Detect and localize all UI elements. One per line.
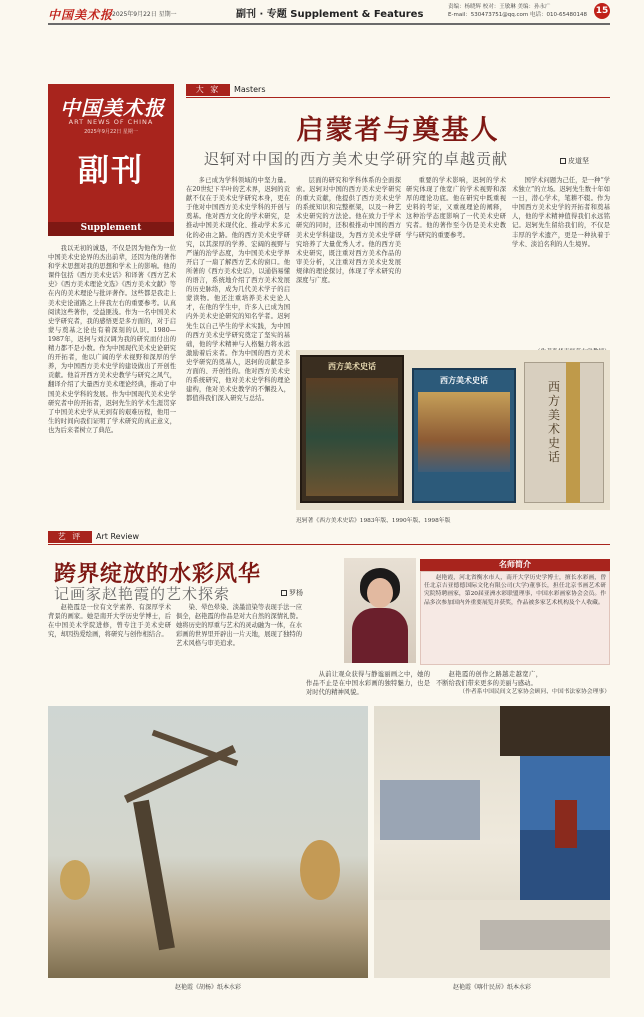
masters-subheadline: 迟轲对中国的西方美术史学研究的卓越贡献 — [203, 150, 508, 168]
page-number-badge: 15 — [594, 3, 610, 19]
painting-tree-foliage — [300, 840, 340, 900]
section-rule — [186, 97, 610, 98]
credits-contact: E-mail：530473751@qq.com 电话：010-65480148 — [448, 12, 587, 18]
masters-column-4: 国学术问题为己任，是一种“学术独立”的立场。迟轲先生数十年如一日，潜心学术，笔耕不辍。作为中国西方美术史学的开拓者和奠基人，他的学术精神值得我们永远铭记。迟轲先生留给我们的，不仅是丰厚的学术遗产，更是一种执着于学术、淡泊名利的人生境界。 — [512, 177, 610, 248]
painting-door — [555, 800, 577, 848]
sidebar-subtitle: Supplement — [80, 223, 142, 233]
section-tag-masters: 大 家 — [186, 84, 230, 96]
book-cover-1990-title: 西方美术史话 — [440, 375, 488, 385]
sidebar-logo: 中国美术报 — [60, 96, 165, 120]
section-tag-masters-en: Masters — [234, 85, 266, 94]
sidebar-english-name: ART NEWS OF CHINA — [68, 118, 154, 126]
review-author-note: （作者系中国民间文艺家协会顾问、中国书法家协会理事） — [459, 689, 610, 695]
review-column-4: 赵艳霞的创作之路越走越宽广，不断给我们带来更多的美丽与感动。 — [436, 671, 542, 688]
section-tag-art-review-en: Art Review — [96, 532, 139, 541]
review-column-1: 赵艳霞是一位有文学素养、有深厚学术背景的画家。她是南开大学历史学博士，后在中国美术学院进修，曾专注于美术史研究，却因热爱绘画，将研究与创作相结合。 — [48, 604, 171, 639]
masters-author: 皮道坚 — [568, 157, 589, 165]
book-cover-1998 — [524, 362, 604, 503]
header-date: 2025年9月22日 星期一 — [112, 11, 177, 18]
painting-roof — [500, 706, 610, 756]
book-cover-1983-art — [306, 378, 398, 496]
bio-text: 赵艳霞，河北省衡水市人，南开大学历史学博士，擅长水彩画，曾任北京吉亚德德国际文化有限公司(大学)董事长，担任北京书画艺术研究院特聘画家，第20届亚洲水彩联盟理事，中国水彩画家协会会员。作品多次参加国内外重要展览并获奖，作品被多家艺术机构及个人收藏。 — [424, 575, 606, 606]
painting-ground-shadow — [480, 920, 610, 950]
book-covers-caption: 迟轲著《西方美术史话》1983年版、1990年版、1998年版 — [296, 518, 451, 524]
book-cover-1990-art — [418, 392, 510, 472]
review-column-3: 从前让观众获得与静谧丽画之中，她的作品不止是在中国水彩画的独特魅力，也是对时代的精神风貌。 — [306, 671, 430, 697]
masters-headline: 启蒙者与奠基人 — [296, 115, 500, 146]
sidebar-title: 副刊 — [78, 153, 144, 189]
painting-tree-foliage — [60, 860, 90, 900]
portrait-body — [352, 608, 408, 663]
sidebar-article-text: 我以无初的诚恳，不仅是因为他作为一位中国美术史论界的杰出前辈，还因为他的著作和学术思想对我的思想和学术上的影响。他的课件包括《西方美术史话》和译著《西方艺术史》《西方美术理论文选》《西方美术文献》等在内的美术理论与批评著作。这些都是我走上美术史论道路之上伴我左右的重要参考。认真阅读这些著作，受益匪浅。作为一名中国美术史学研究者，我的感悟更是多方面的，对于启蒙与奠基之论也有着深刻的认识。1980—1987年，迟轲与刘汉调为我的研究而付出的精力都不是小数。作为中国现代美术史论研究的开拓者，他以广阔的学术视野和深厚的学养，为中国西方美术史学的建设做出了开创性贡献。他首开西方美术史教学与研究之风气，翻译介绍了大量西方美术理论经典，推动了中国美术史学科的发展。作为中国现代美术史学研究者中的开拓者，迟轲先生的学术生涯贯穿了中国美术史学从无到有的艰难历程，他用一生的时间向我们证明了学术研究的真正意义，也为后来者树立了典范。 — [48, 245, 176, 434]
book-cover-1998-strip — [566, 362, 580, 503]
section-rule — [48, 544, 610, 545]
review-subheadline: 记画家赵艳霞的艺术探索 — [54, 585, 231, 603]
masters-column-2: 层面的研究和学科体系的全面探索。迟轲对中国的西方美术史学研究的重大贡献，他提供了西方美术史学的系统知识和完整框架，以及一种艺术史研究的方法论。他在致力于学术研究的同时，还积极推动中国的西方美术史学科建设，为西方美术史学研究培养了大量优秀人才。他的西方美术史研究，既注重对西方美术作品的审美分析，又注重对西方美术史发展规律的理论探讨，体现了学术研究的深度与广度。 — [296, 177, 401, 285]
painting-wall — [380, 780, 480, 840]
review-author: 罗杨 — [289, 589, 303, 597]
portrait-face — [367, 578, 393, 608]
painting-huyang-caption: 赵艳霞《胡杨》纸本水彩 — [174, 984, 241, 991]
credits-editors: 责编：杨晓辉 校对：王敏琳 美编：孙永广 — [448, 4, 551, 10]
review-column-2: 染、晕色晕染、淡墨渲染等表现手法一应俱全，赵艳霞的作品是对大自然的深情礼赞。她将历史的厚重与艺术的灵动融为一体，在水彩画的世界里开辟出一片天地，展现了独特的艺术风格与审美追求。 — [176, 604, 302, 648]
book-cover-1998-title: 西方美术史话 — [548, 380, 561, 464]
masters-column-1: 多已成为学科领域的中坚力量。在20世纪下半叶的艺术界，迟轲的贡献不仅在于美术史学研究本身，更在于他对中国西方美术史学科的开创与奠基。他对西方文化的学术研究，是推动中国美术现代化、推动学术多元化的必由之路。他的西方美术史学研究，以其深厚的学养、宏阔的视野与严谨的治学态度，为中国美术史学界开启了一扇了解西方艺术的窗口。他所著的《西方美术史话》，以通俗易懂的语言，系统地介绍了西方美术发展的历史脉络，成为几代美术学子的启蒙读物。他还注重培养美术史论人才，在他的学生中，许多人已成为国内外美术史论研究的知名学者。迟轲先生以自己毕生的学术实践，为中国的西方美术史学研究奠定了坚实的基础，他的学术精神与人格魅力将永远激励着后来者。作为中国的西方美术史学研究的奠基人，迟轲的贡献是多方面的、开创性的。他对西方美术史的系统研究，他对美术史学科的理论建构，他对美术史教学的不懈投入，都值得我们深入研究与总结。 — [186, 177, 290, 403]
sidebar-date: 2025年9月22日 星期一 — [84, 129, 138, 135]
header-section-title: 副刊 · 专题 Supplement & Features — [236, 9, 424, 20]
masters-column-3: 重要的学术影响，迟轲的学术研究体现了他宽广的学术视野和深厚的理论功底。他在研究中既重视史料的考证，又重视理论的阐释，这种治学态度影响了一代美术史研究者。他的著作至今仍是美术史教学与研究的重要参考。 — [406, 177, 506, 239]
header-logo: 中国美术报 — [48, 8, 114, 22]
header-credits — [448, 3, 598, 19]
author-box-icon — [560, 158, 566, 164]
book-cover-1983-title: 西方美术史话 — [328, 361, 376, 371]
author-box-icon — [281, 590, 287, 596]
bio-heading: 名师简介 — [420, 559, 610, 571]
header-rule — [48, 23, 610, 25]
section-tag-art-review: 艺 评 — [48, 531, 92, 543]
review-headline: 跨界绽放的水彩风华 — [54, 562, 262, 587]
painting-kashgar-caption: 赵艳霞《喀什民居》纸本水彩 — [452, 984, 531, 991]
